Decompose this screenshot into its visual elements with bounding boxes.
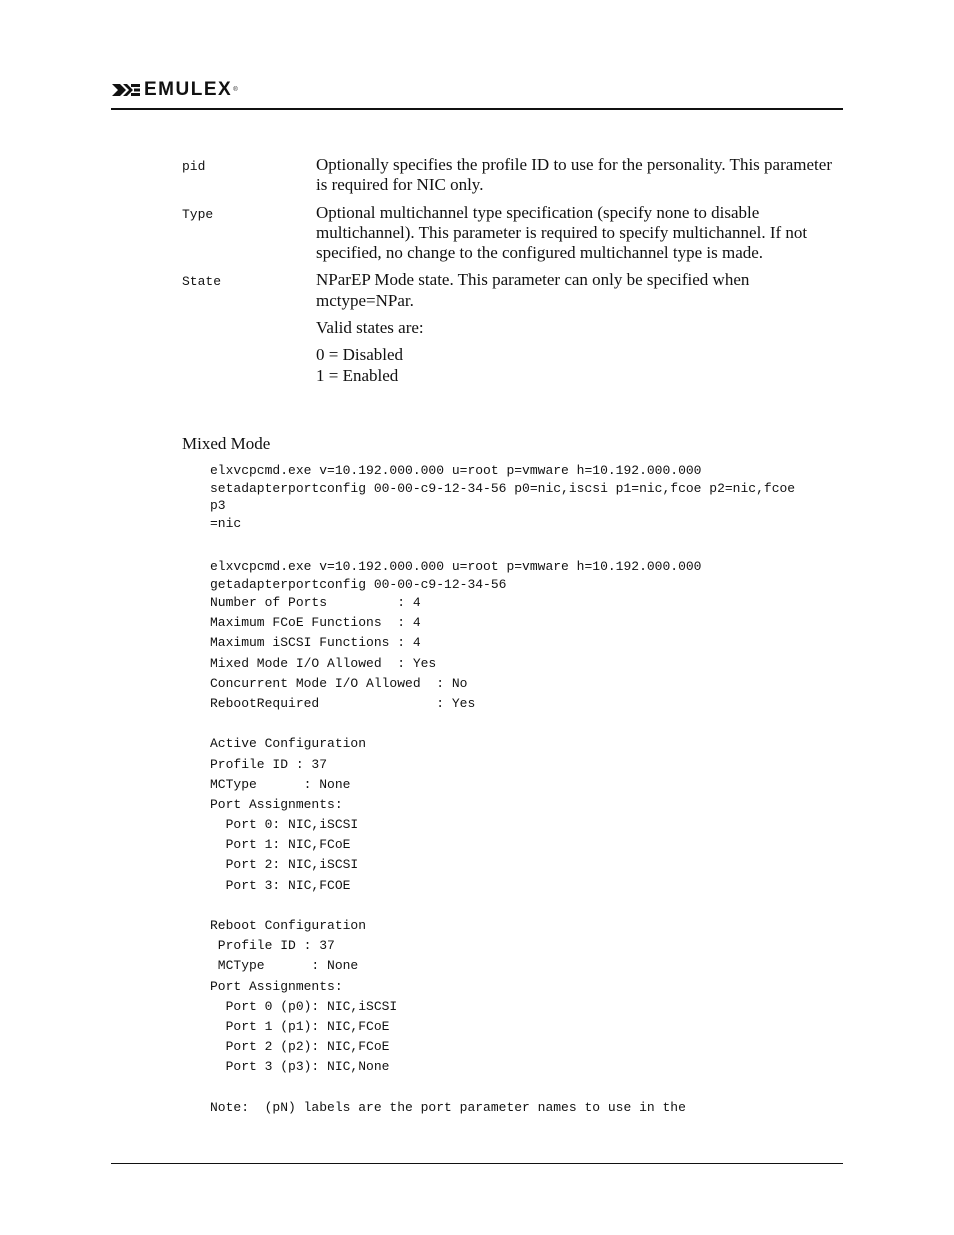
code-block-set — [210, 462, 795, 532]
code-line: Port 3 (p3): NIC,None — [210, 1059, 390, 1075]
param-desc-text: Optionally specifies the profile ID to use for the personality. This parameter is required for NIC only. — [316, 155, 832, 195]
code-line: Port 2: NIC,iSCSI — [210, 857, 359, 873]
code-line: elxvcpcmd.exe v=10.192.000.000 u=root p=vmware h=10.192.000.000 — [210, 559, 702, 574]
code-line: Reboot Configuration — [210, 918, 367, 933]
header-rule — [111, 108, 843, 110]
code-line: Maximum iSCSI Functions : 4 — [210, 635, 421, 651]
code-block-get — [210, 558, 701, 1118]
code-line: Active Configuration — [210, 736, 367, 752]
code-line: Note: (pN) labels are the port parameter names to use in the — [210, 1099, 686, 1115]
brand-name: EMULEX — [144, 79, 233, 100]
code-line: Port 0: NIC,iSCSI — [210, 817, 359, 833]
code-line — [210, 1078, 701, 1098]
code-line — [210, 714, 701, 734]
code-line: =nic — [210, 515, 242, 531]
code-line: p3 — [210, 498, 226, 513]
code-line: RebootRequired : Yes — [210, 695, 476, 711]
code-output — [210, 593, 701, 1118]
code-line: Number of Ports : 4 — [210, 595, 421, 610]
code-line — [210, 896, 701, 916]
param-row-type — [182, 203, 847, 264]
emulex-logo-icon — [111, 82, 141, 98]
param-desc-text: Valid states are: — [316, 318, 424, 338]
param-name: Type — [182, 206, 214, 222]
code-line: MCType : None — [210, 776, 351, 792]
param-desc-text: NParEP Mode state. This parameter can only be specified when mctype=NPar. — [316, 270, 750, 310]
code-line: Mixed Mode I/O Allowed : Yes — [210, 655, 437, 671]
code-line: MCType : None — [210, 958, 359, 974]
code-line: Port Assignments: — [210, 978, 343, 994]
section-heading: Mixed Mode — [182, 434, 271, 453]
footer-rule — [111, 1163, 843, 1164]
code-line: setadapterportconfig 00-00-c9-12-34-56 p0=nic,iscsi p1=nic,fcoe p2=nic,fcoe — [210, 480, 796, 496]
param-row-state — [182, 270, 847, 385]
code-line: Profile ID : 37 — [210, 756, 328, 772]
trademark-symbol: ® — [233, 87, 238, 93]
emulex-logo — [111, 80, 238, 100]
code-line: Port 1: NIC,FCoE — [210, 837, 351, 853]
param-description — [316, 270, 847, 385]
param-description — [316, 203, 847, 264]
code-line: elxvcpcmd.exe v=10.192.000.000 u=root p=vmware h=10.192.000.000 — [210, 463, 702, 478]
param-desc-values: 0 = Disabled 1 = Enabled — [316, 345, 404, 385]
param-name: pid — [182, 159, 206, 174]
param-row-pid — [182, 155, 847, 196]
code-line: Concurrent Mode I/O Allowed : No — [210, 675, 468, 691]
code-line: Port 0 (p0): NIC,iSCSI — [210, 998, 398, 1014]
code-line: Port 2 (p2): NIC,FCoE — [210, 1039, 390, 1055]
param-desc-text: Optional multichannel type specification (specify none to disable multichannel). This parameter is required to specify multichannel. If not specified, no change to the configured multichannel type is made. — [316, 202, 808, 263]
code-line: Port Assignments: — [210, 796, 343, 812]
code-line: Port 3: NIC,FCOE — [210, 877, 351, 893]
param-description — [316, 155, 847, 196]
code-line: getadapterportconfig 00-00-c9-12-34-56 — [210, 576, 507, 592]
code-line: Profile ID : 37 — [210, 938, 335, 954]
param-name: State — [182, 274, 222, 290]
code-line: Maximum FCoE Functions : 4 — [210, 615, 421, 631]
code-line: Port 1 (p1): NIC,FCoE — [210, 1018, 390, 1034]
parameter-table — [182, 155, 847, 393]
